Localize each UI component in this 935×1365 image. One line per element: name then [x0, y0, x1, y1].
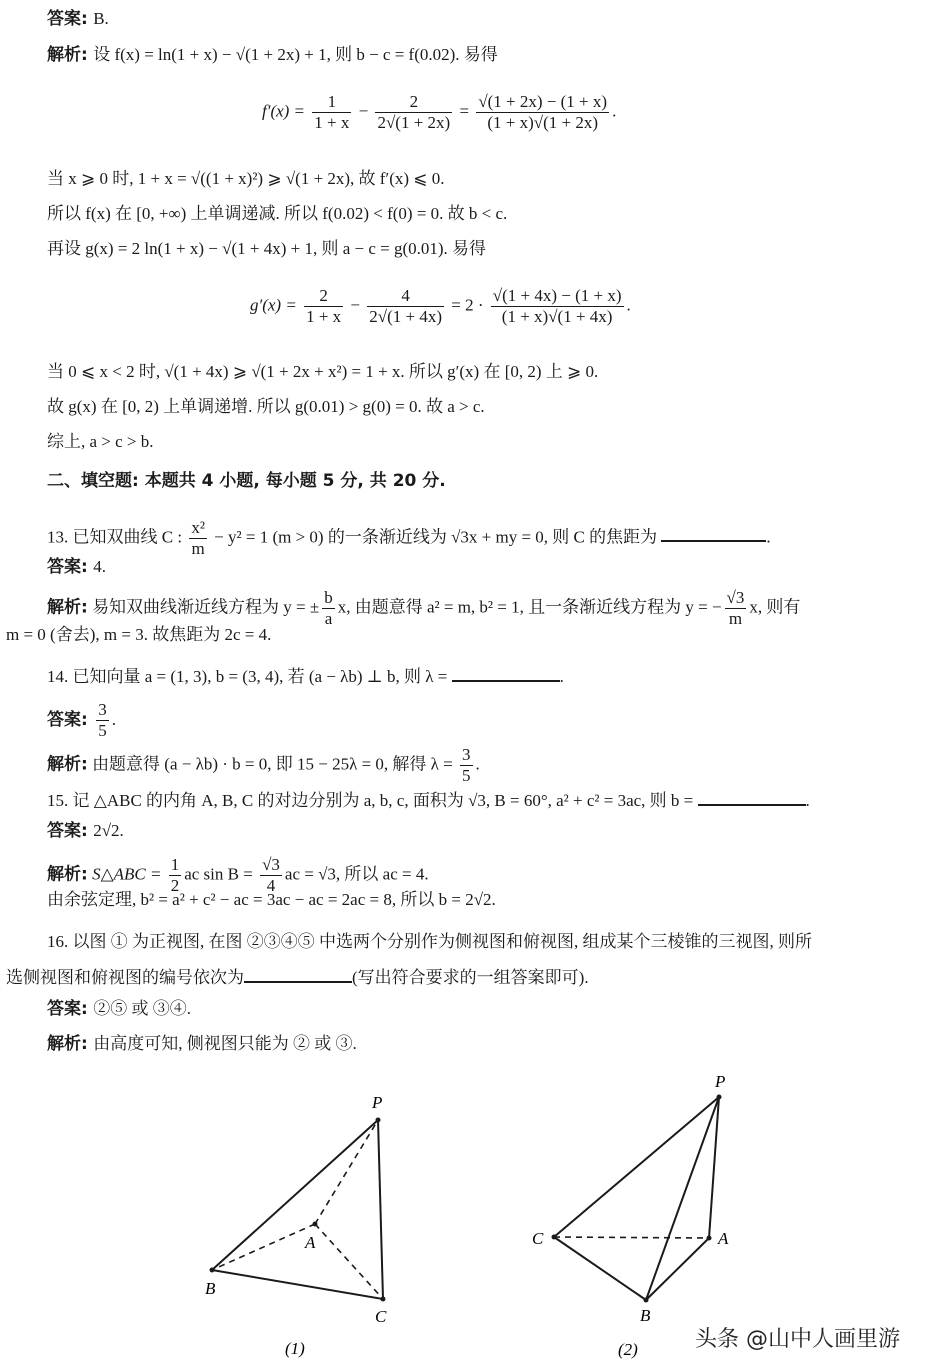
answer-label: 答案: — [47, 821, 88, 841]
fraction: $\frac{√3}{m}$ — [726, 588, 745, 628]
section-heading: 二、填空题: 本题共 4 小题, 每小题 5 分, 共 20 分. — [47, 471, 446, 491]
answer-value: ②⑤ 或 ③④. — [93, 999, 191, 1018]
q13-analysis: 解析: 易知双曲线渐近线方程为 y = ± $\frac{b}{a}$ x, 由题意得 a² = m, b² = 1, 且一条渐近线方程为 y = − $\frac{√3}{m}$ x, 则有 — [47, 588, 801, 628]
q15-answer — [47, 820, 124, 842]
question-number: 15. — [47, 791, 69, 810]
equation-g-prime: g′(x) = $\frac{2}{1 + x}$ − $\frac{4}{2√(1 + 4x)}$ = 2 · $\frac{√(1 + 4x) - (1 + x)}{(1 + x)√(1 + 4x)}$ . — [250, 286, 631, 326]
q12-line2: 当 x ⩾ 0 时, 1 + x = √((1 + x)²) ⩾ √(1 + 2x), 故 f′(x) ⩽ 0. — [47, 169, 445, 188]
answer-blank[interactable] — [244, 965, 352, 983]
q16-answer — [47, 998, 191, 1020]
figure-caption: (1) — [285, 1339, 305, 1358]
label-B: B — [640, 1306, 651, 1325]
label-P: P — [715, 1072, 726, 1091]
q13-answer — [47, 556, 106, 578]
equation-f-prime: f′(x) = $\frac{1}{1 + x}$ − $\frac{2}{2√(1 + 2x)}$ = $\frac{√(1 + 2x) - (1 + x)}{(1 + x)√(1 + 2x)}$ . — [262, 92, 617, 132]
eq-lhs: f′(x) = — [262, 101, 306, 121]
q15-analysis: 解析: S△ABC = $\frac{1}{2}$ ac sin B = $\frac{√3}{4}$ ac = √3, 所以 ac = 4. — [47, 855, 429, 895]
watermark: 头条 @山中人画里游 — [695, 1327, 900, 1352]
q12-line5: 当 0 ⩽ x < 2 时, √(1 + 4x) ⩾ √(1 + 2x + x²) = 1 + x. 所以 g′(x) 在 [0, 2) 上 ⩾ 0. — [47, 362, 599, 381]
eq-lhs: g′(x) = — [250, 295, 297, 315]
label-A: A — [305, 1233, 316, 1252]
q12-line4: 再设 g(x) = 2 ln(1 + x) − √(1 + 4x) + 1, 则 a − c = g(0.01). 易得 — [47, 239, 487, 258]
answer-blank[interactable] — [452, 664, 560, 682]
fraction: $\frac{\text{x²}}{m}$ — [191, 518, 205, 558]
answer-blank[interactable] — [698, 788, 806, 806]
fraction: $\frac{2}{1 + x}$ — [306, 286, 342, 326]
q16-analysis: 解析: 由高度可知, 侧视图只能为 ② 或 ③. — [47, 1034, 357, 1054]
q13-stem: 13. 已知双曲线 C : $\frac{\text{x²}}{m}$ − y² = 1 (m > 0) 的一条渐近线为 √3x + my = 0, 则 C 的焦距为 . — [47, 518, 771, 558]
analysis-label: 解析: — [47, 754, 88, 775]
question-number: 14. — [47, 667, 69, 686]
fraction: $\frac{1}{2}$ — [170, 855, 180, 895]
fraction: $\frac{√(1 + 4x) - (1 + x)}{(1 + x)√(1 + 4x)}$ — [492, 286, 622, 326]
label-C: C — [375, 1307, 387, 1326]
q14-stem: 14. 已知向量 a = (1, 3), b = (3, 4), 若 (a − λb) ⊥ b, 则 λ = . — [47, 664, 564, 688]
label-B: B — [205, 1279, 216, 1298]
answer-value: 4. — [93, 557, 106, 576]
figure-1-pyramid — [180, 1070, 480, 1365]
analysis-label: 解析: — [47, 864, 88, 885]
q16-stem-line1: 16. 以图 ① 为正视图, 在图 ②③④⑤ 中选两个分别作为侧视图和俯视图, 组成某个三棱锥的三视图, 则所 — [47, 932, 812, 951]
answer-label: 答案: — [47, 710, 88, 730]
fraction: $\frac{b}{a}$ — [324, 588, 333, 628]
q14-analysis: 解析: 由题意得 (a − λb) · b = 0, 即 15 − 25λ = 0, 解得 λ = $\frac{3}{5}$ . — [47, 745, 480, 785]
q12-line6: 故 g(x) 在 [0, 2) 上单调递增. 所以 g(0.01) > g(0) = 0. 故 a > c. — [47, 397, 485, 416]
figure-caption: (2) — [618, 1340, 638, 1359]
fraction: $\frac{4}{2√(1 + 4x)}$ — [369, 286, 442, 326]
analysis-label: 解析: — [47, 597, 88, 618]
answer-label: 答案: — [47, 557, 88, 577]
analysis-label: 解析: — [47, 45, 88, 65]
fraction: $\frac{√3}{4}$ — [262, 855, 280, 895]
answer-label: 答案: — [47, 999, 88, 1019]
fraction: $\frac{√(1 + 2x) - (1 + x)}{(1 + x)√(1 + 2x)}$ — [478, 92, 608, 132]
answer-label: 答案: — [47, 9, 88, 29]
q12-line3: 所以 f(x) 在 [0, +∞) 上单调递减. 所以 f(0.02) < f(0) = 0. 故 b < c. — [47, 204, 508, 223]
label-A: A — [718, 1229, 729, 1248]
answer-value: B. — [93, 9, 109, 28]
fraction: $\frac{3}{5}$ — [462, 745, 471, 785]
q12-line7: 综上, a > c > b. — [47, 432, 154, 451]
analysis-text: 设 f(x) = ln(1 + x) − √(1 + 2x) + 1, 则 b − c = f(0.02). 易得 — [93, 45, 498, 64]
label-C: C — [532, 1229, 544, 1248]
answer-value: 2√2. — [93, 821, 124, 840]
fraction: $\frac{3}{5}$ — [98, 700, 107, 740]
q12-analysis-line1 — [47, 44, 498, 66]
question-number: 16. — [47, 932, 69, 951]
q16-stem-line2: 选侧视图和俯视图的编号依次为 (写出符合要求的一组答案即可). — [6, 965, 589, 989]
q13-analysis-line2: m = 0 (舍去), m = 3. 故焦距为 2c = 4. — [6, 625, 272, 644]
q14-answer: 答案: $\frac{3}{5}$ . — [47, 700, 116, 740]
question-number: 13. — [47, 527, 69, 547]
fraction: $\frac{1}{1 + x}$ — [314, 92, 350, 132]
answer-blank[interactable] — [661, 524, 766, 542]
fraction: $\frac{2}{2√(1 + 2x)}$ — [377, 92, 451, 132]
q15-analysis-line2: 由余弦定理, b² = a² + c² − ac = 3ac − ac = 2ac = 8, 所以 b = 2√2. — [47, 890, 496, 909]
figure-2-pyramid — [500, 1060, 760, 1365]
label-P: P — [372, 1093, 383, 1112]
q15-stem: 15. 记 △ABC 的内角 A, B, C 的对边分别为 a, b, c, 面积为 √3, B = 60°, a² + c² = 3ac, 则 b = . — [47, 788, 810, 812]
analysis-label: 解析: — [47, 1034, 88, 1054]
q12-answer — [47, 8, 109, 30]
